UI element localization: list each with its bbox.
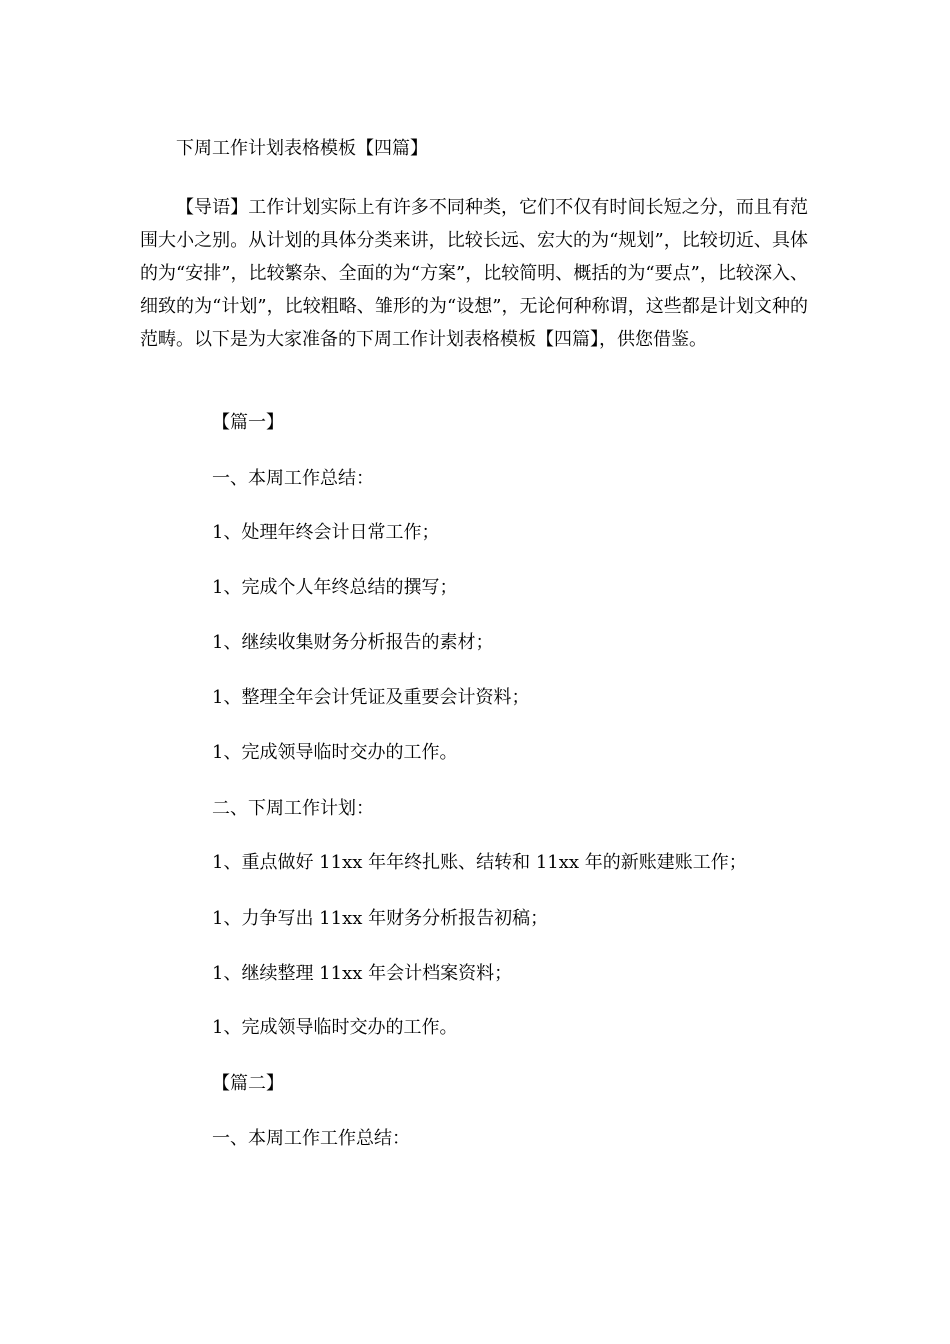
intro-paragraph: 【导语】工作计划实际上有许多不同种类，它们不仅有时间长短之分，而且有范围大小之别。从计划的具体分类来讲，比较长远、宏大的为“规划”，比较切近、具体的为“安排”，比较繁杂、全面的为“方案”，比较简明、概括的为“要点”，比较深入、细致的为“计划”，比较粗略、雏形的为“设想”，无论何种称谓，这些都是计划文种的范畴。以下是为大家准备的下周工作计划表格模板【四篇】，供您借鉴。 bbox=[140, 197, 808, 350]
part1-summary-item: 1、继续收集财务分析报告的素材； bbox=[212, 632, 494, 653]
part1-plan-item: 1、力争写出 11xx 年财务分析报告初稿； bbox=[212, 908, 549, 929]
part1-plan-item: 1、重点做好 11xx 年年终扎账、结转和 11xx 年的新账建账工作； bbox=[212, 852, 747, 873]
document-title: 下周工作计划表格模板【四篇】 bbox=[176, 138, 428, 159]
part1-summary-item: 1、完成个人年终总结的撰写； bbox=[212, 577, 458, 598]
part1-summary-item: 1、整理全年会计凭证及重要会计资料； bbox=[212, 687, 530, 708]
part1-heading: 【篇一】 bbox=[212, 412, 284, 433]
part1-plan-item: 1、完成领导临时交办的工作。 bbox=[212, 1017, 458, 1038]
part1-plan-item: 1、继续整理 11xx 年会计档案资料； bbox=[212, 963, 513, 984]
part1-summary-item: 1、处理年终会计日常工作； bbox=[212, 522, 440, 543]
part1-plan-heading: 二、下周工作计划： bbox=[212, 798, 374, 819]
part1-summary-item: 1、完成领导临时交办的工作。 bbox=[212, 742, 458, 763]
part2-summary-heading: 一、本周工作工作总结： bbox=[212, 1128, 410, 1149]
part1-summary-heading: 一、本周工作总结： bbox=[212, 468, 374, 489]
part2-heading: 【篇二】 bbox=[212, 1073, 284, 1094]
